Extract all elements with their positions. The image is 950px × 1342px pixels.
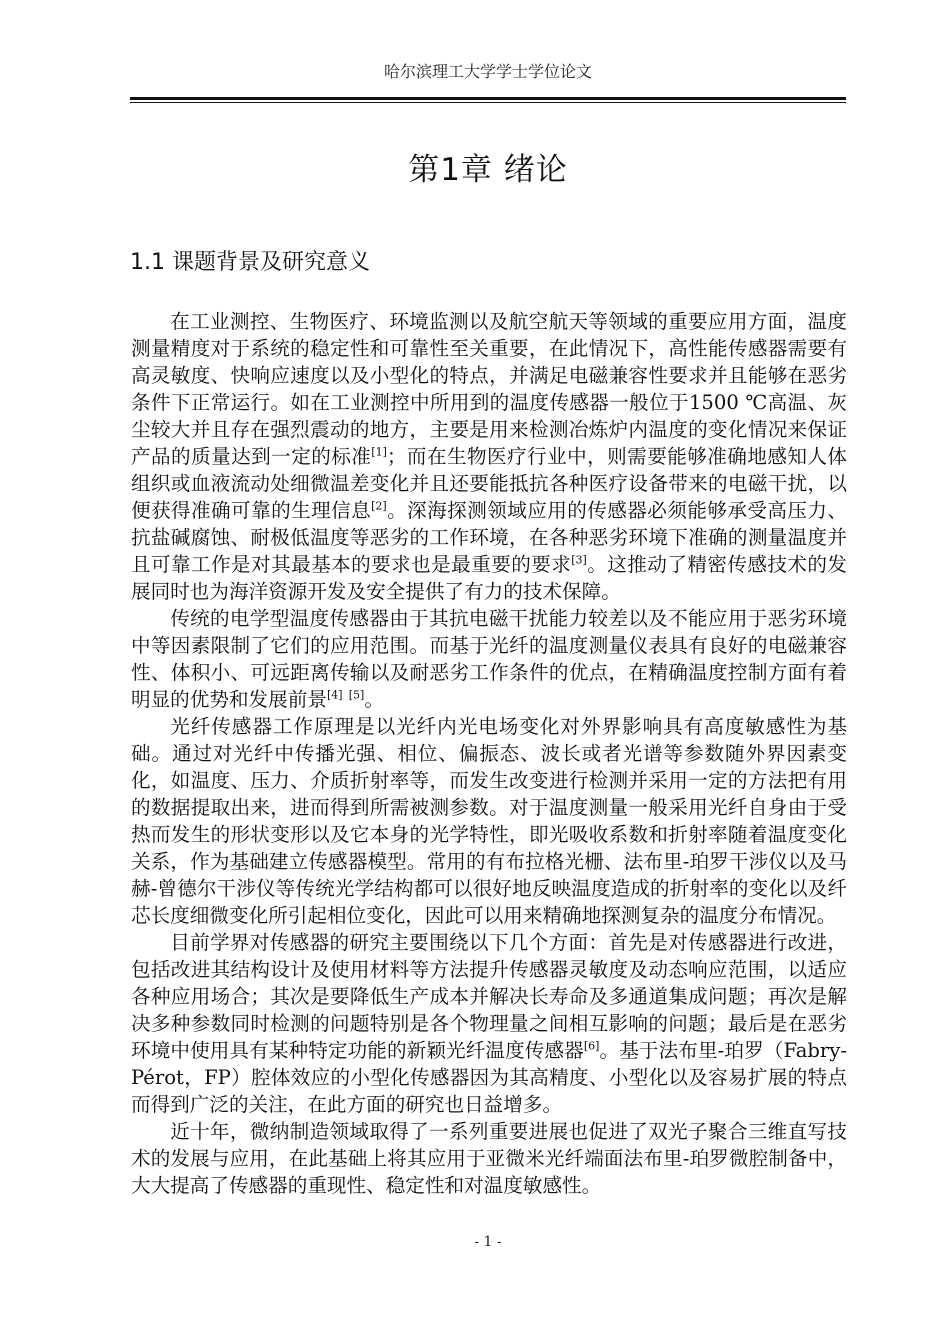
body-text [131, 308, 847, 1199]
paragraph-5 [131, 1118, 847, 1199]
text-run: 。深海探测领域应用的传感器必须能够承受高压力、抗盐碱腐蚀、耐极低温度等恶劣的工作环境，在各种恶劣环境下准确的测量温度并且可靠工作是对其最基本的要求也是最重要的要求 [131, 499, 848, 576]
text-run: 近十年，微纳制造领域取得了一系列重要进展也促进了双光子聚合三维直写技术的发展与应用，在此基础上将其应用于亚微米光纤端面法布里-珀罗微腔制备中，大大提高了传感器的重现性、稳定性和对温度敏感性。 [131, 1120, 847, 1197]
text-run: 。这推动了精密传感技术的发展同时也为海洋资源开发及安全提供了有力的技术保障。 [131, 553, 848, 603]
citation: [2] [371, 499, 387, 513]
paragraph-2 [131, 605, 847, 713]
text-run: 。 [364, 688, 384, 711]
text-run: 目前学界对传感器的研究主要围绕以下几个方面：首先是对传感器进行改进，包括改进其结构设计及使用材料等方法提升传感器灵敏度及动态响应范围，以适应各种应用场合；其次是要降低生产成本并解决长寿命及多通道集成问题；再次是解决多种参数同时检测的问题特别是各个物理量之间相互影响的问题；最后是在恶劣环境中使用具有某种特定功能的新颖光纤温度传感器 [131, 931, 847, 1062]
text-run: 。基于法布里-珀罗（Fabry-Pérot，FP）腔体效应的小型化传感器因为其高精度、小型化以及容易扩展的特点而得到广泛的关注，在此方面的研究也日益增多。 [131, 1039, 847, 1116]
paragraph-4 [131, 929, 847, 1118]
section-title: 1.1 课题背景及研究意义 [130, 250, 370, 275]
text-run: 光纤传感器工作原理是以光纤内光电场变化对外界影响具有高度敏感性为基础。通过对光纤中传播光强、相位、偏振态、波长或者光谱等参数随外界因素变化，如温度、压力、介质折射率等，而发生改变进行检测并采用一定的方法把有用的数据提取出来，进而得到所需被测参数。对于温度测量一般采用光纤自身由于受热而发生的形状变形以及它本身的光学特性，即光吸收系数和折射率随着温度变化关系，作为基础建立传感器模型。常用的有布拉格光栅、法布里-珀罗干涉仪以及马赫-曾德尔干涉仪等传统光学结构都可以很好地反映温度造成的折射率的变化以及纤芯长度细微变化所引起相位变化，因此可以用来精确地探测复杂的温度分布情况。 [131, 715, 847, 927]
citation: [6] [583, 1039, 600, 1053]
citation: [3] [571, 553, 587, 567]
running-header: 哈尔滨理工大学学士学位论文 [383, 62, 592, 81]
header-rule-thin [130, 102, 846, 103]
header-rule-thick [130, 97, 846, 100]
text-run: ；而在生物医疗行业中，则需要能够准确地感知人体组织或血液流动处细微温差变化并且还要能抵抗各种医疗设备带来的电磁干扰，以便获得准确可靠的生理信息 [131, 445, 848, 522]
paragraph-1 [131, 308, 847, 605]
text-run: 传统的电学型温度传感器由于其抗电磁干扰能力较差以及不能应用于恶劣环境中等因素限制了它们的应用范围。而基于光纤的温度测量仪表具有良好的电磁兼容性、体积小、可远距离传输以及耐恶劣工作条件的优点，在精确温度控制方面有着明显的优势和发展前景 [131, 607, 847, 711]
citation: [4] [326, 688, 343, 702]
citation: [5] [348, 688, 365, 702]
text-run: 在工业测控、生物医疗、环境监测以及航空航天等领域的重要应用方面，温度测量精度对于系统的稳定性和可靠性至关重要，在此情况下，高性能传感器需要有高灵敏度、快响应速度以及小型化的特点，并满足电磁兼容性要求并且能够在恶劣条件下正常运行。如在工业测控中所用到的温度传感器一般位于1500 ℃高温、灰尘较大并且存在强烈震动的地方，主要是用来检测冶炼炉内温度的变化情况来保证产品的质量达到一定的标准 [131, 310, 847, 468]
citation: [1] [371, 445, 387, 459]
paragraph-3 [131, 713, 847, 929]
page-number: - 1 - [474, 1234, 502, 1250]
chapter-title: 第1章 绪论 [408, 152, 568, 188]
